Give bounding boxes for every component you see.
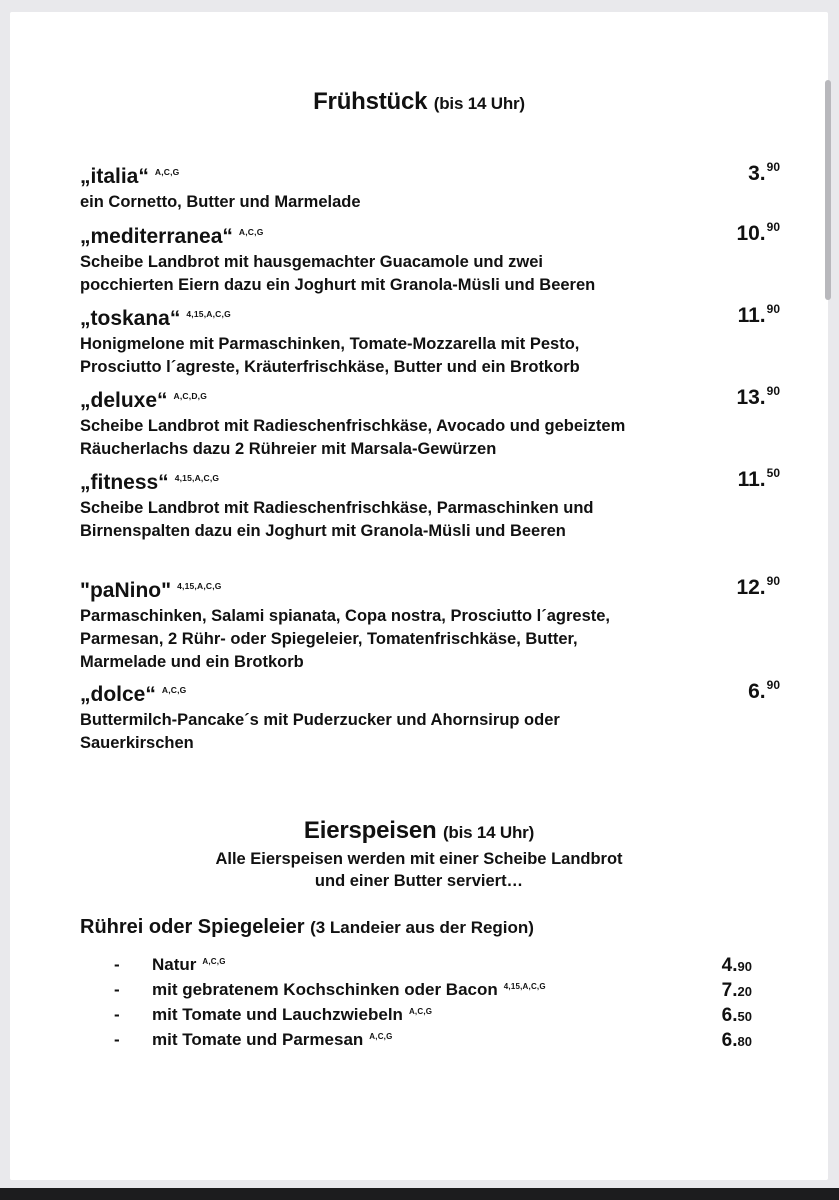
description-line: Sauerkirschen [80, 734, 194, 752]
price-main: 11. [737, 304, 766, 327]
eggs-heading [80, 916, 534, 939]
menu-item [80, 160, 780, 214]
price-cents: 90 [766, 160, 780, 174]
allergen-codes: 4,15,A,C,G [174, 473, 220, 483]
description-line: Scheibe Landbrot mit Radieschenfrischkäse, Avocado und gebeiztem [80, 417, 626, 435]
breakfast-subtitle: (bis 14 Uhr) [433, 94, 525, 113]
item-name-line [80, 302, 780, 331]
egg-item-label: mit Tomate und Lauchzwiebeln [152, 1005, 403, 1024]
eggs-subtitle: (bis 14 Uhr) [442, 823, 535, 842]
bullet-dash: - [114, 1030, 120, 1049]
breakfast-title [10, 88, 828, 116]
item-name: „mediterranea“ [80, 225, 233, 248]
item-name-line [80, 574, 780, 603]
price-main: 12. [736, 576, 766, 599]
item-description [80, 605, 780, 674]
item-price [748, 160, 780, 186]
egg-item-label-line [152, 1005, 432, 1025]
egg-item-price [722, 1005, 752, 1027]
price-cents: 90 [737, 959, 752, 974]
item-description [80, 191, 780, 214]
egg-item [80, 1030, 752, 1054]
price-main: 10. [736, 222, 766, 245]
item-description [80, 333, 780, 379]
item-name: "paNino" [80, 579, 172, 602]
description-line: Parmesan, 2 Rühr- oder Spiegeleier, Tomatenfrischkäse, Butter, [80, 630, 578, 648]
price-cents: 90 [766, 574, 780, 588]
item-name-line [80, 466, 780, 495]
allergen-codes: A,C,G [369, 1032, 393, 1041]
item-name: „italia“ [80, 165, 149, 188]
item-name-line [80, 384, 780, 413]
egg-item-label-line [152, 1030, 393, 1050]
price-main: 11. [737, 468, 766, 491]
eggs-title-text: Eierspeisen [303, 817, 437, 844]
vertical-scrollbar[interactable] [825, 80, 831, 300]
price-cents: 90 [766, 302, 780, 316]
item-name-line [80, 220, 780, 249]
description-line: Marmelade und ein Brotkorb [80, 653, 304, 671]
price-main: 6. [721, 1030, 738, 1051]
menu-item [80, 574, 780, 674]
description-line: pocchierten Eiern dazu ein Joghurt mit Granola-Müsli und Beeren [80, 276, 596, 294]
description-line: Scheibe Landbrot mit hausgemachter Guacamole und zwei [80, 253, 544, 271]
price-cents: 90 [766, 384, 780, 398]
description-line: Prosciutto l´agreste, Kräuterfrischkäse, Butter und ein Brotkorb [80, 358, 580, 376]
item-name-line [80, 678, 780, 707]
price-main: 4. [721, 955, 738, 976]
allergen-codes: 4,15,A,C,G [177, 581, 222, 591]
description-line: Honigmelone mit Parmaschinken, Tomate-Mozzarella mit Pesto, [80, 335, 580, 353]
price-main: 13. [736, 386, 766, 409]
egg-item-label-line [152, 955, 226, 975]
allergen-codes: A,C,G [154, 167, 180, 177]
allergen-codes: A,C,G [238, 227, 264, 237]
egg-item-price [722, 1030, 752, 1052]
allergen-codes: 4,15,A,C,G [186, 309, 231, 319]
price-cents: 80 [737, 1034, 752, 1049]
item-description [80, 497, 780, 543]
bottom-bar [0, 1188, 839, 1200]
item-price [736, 574, 780, 600]
price-cents: 90 [766, 678, 780, 692]
item-description [80, 251, 780, 297]
egg-item-price [722, 955, 752, 977]
price-cents: 50 [766, 466, 780, 480]
price-cents: 90 [766, 220, 780, 234]
allergen-codes: A,C,D,G [173, 391, 208, 401]
bullet-dash: - [114, 1005, 120, 1024]
allergen-codes: A,C,G [202, 957, 226, 966]
price-main: 3. [748, 162, 766, 185]
egg-item-price [722, 980, 752, 1002]
item-price [738, 466, 780, 492]
allergen-codes: 4,15,A,C,G [503, 982, 546, 991]
egg-item [80, 955, 752, 979]
menu-item [80, 220, 780, 297]
eggs-title [10, 817, 828, 845]
egg-item [80, 980, 752, 1004]
egg-item-label: mit gebratenem Kochschinken oder Bacon [152, 980, 498, 999]
menu-page [10, 12, 828, 1180]
description-line: Buttermilch-Pancake´s mit Puderzucker und Ahornsirup oder [80, 711, 560, 729]
intro-line: und einer Butter serviert… [314, 872, 524, 890]
egg-item-label: Natur [152, 955, 197, 974]
description-line: Scheibe Landbrot mit Radieschenfrischkäse, Parmaschinken und [80, 499, 594, 517]
menu-item [80, 466, 780, 543]
menu-item [80, 678, 780, 755]
price-main: 6. [721, 1005, 738, 1026]
allergen-codes: A,C,G [408, 1007, 433, 1016]
item-price [736, 384, 780, 410]
eggs-heading-text: Rührei oder Spiegeleier [80, 916, 305, 938]
item-description [80, 709, 780, 755]
eggs-heading-note: (3 Landeier aus der Region) [310, 918, 534, 937]
item-price [738, 302, 780, 328]
description-line: Parmaschinken, Salami spianata, Copa nostra, Prosciutto l´agreste, [80, 607, 611, 625]
price-cents: 20 [737, 984, 752, 999]
bullet-dash: - [114, 980, 120, 999]
intro-line: Alle Eierspeisen werden mit einer Scheibe Landbrot [215, 850, 623, 868]
item-price [736, 220, 780, 246]
item-name: „toskana“ [80, 307, 181, 330]
menu-item [80, 302, 780, 379]
breakfast-title-text: Frühstück [313, 88, 428, 115]
item-description [80, 415, 780, 461]
description-line: Räucherlachs dazu 2 Rühreier mit Marsala-Gewürzen [80, 440, 497, 458]
price-main: 6. [748, 680, 766, 703]
egg-item-label: mit Tomate und Parmesan [152, 1030, 364, 1049]
eggs-intro [10, 848, 828, 892]
price-cents: 50 [737, 1009, 752, 1024]
item-name: „dolce“ [80, 683, 156, 706]
item-name: „fitness“ [80, 471, 169, 494]
description-line: ein Cornetto, Butter und Marmelade [80, 193, 361, 211]
bullet-dash: - [114, 955, 120, 974]
item-name: „deluxe“ [80, 389, 168, 412]
egg-item [80, 1005, 752, 1029]
allergen-codes: A,C,G [161, 685, 187, 695]
menu-item [80, 384, 780, 461]
description-line: Birnenspalten dazu ein Joghurt mit Granola-Müsli und Beeren [80, 522, 566, 540]
price-main: 7. [721, 980, 738, 1001]
item-name-line [80, 160, 780, 189]
egg-item-label-line [152, 980, 546, 1000]
item-price [748, 678, 780, 704]
